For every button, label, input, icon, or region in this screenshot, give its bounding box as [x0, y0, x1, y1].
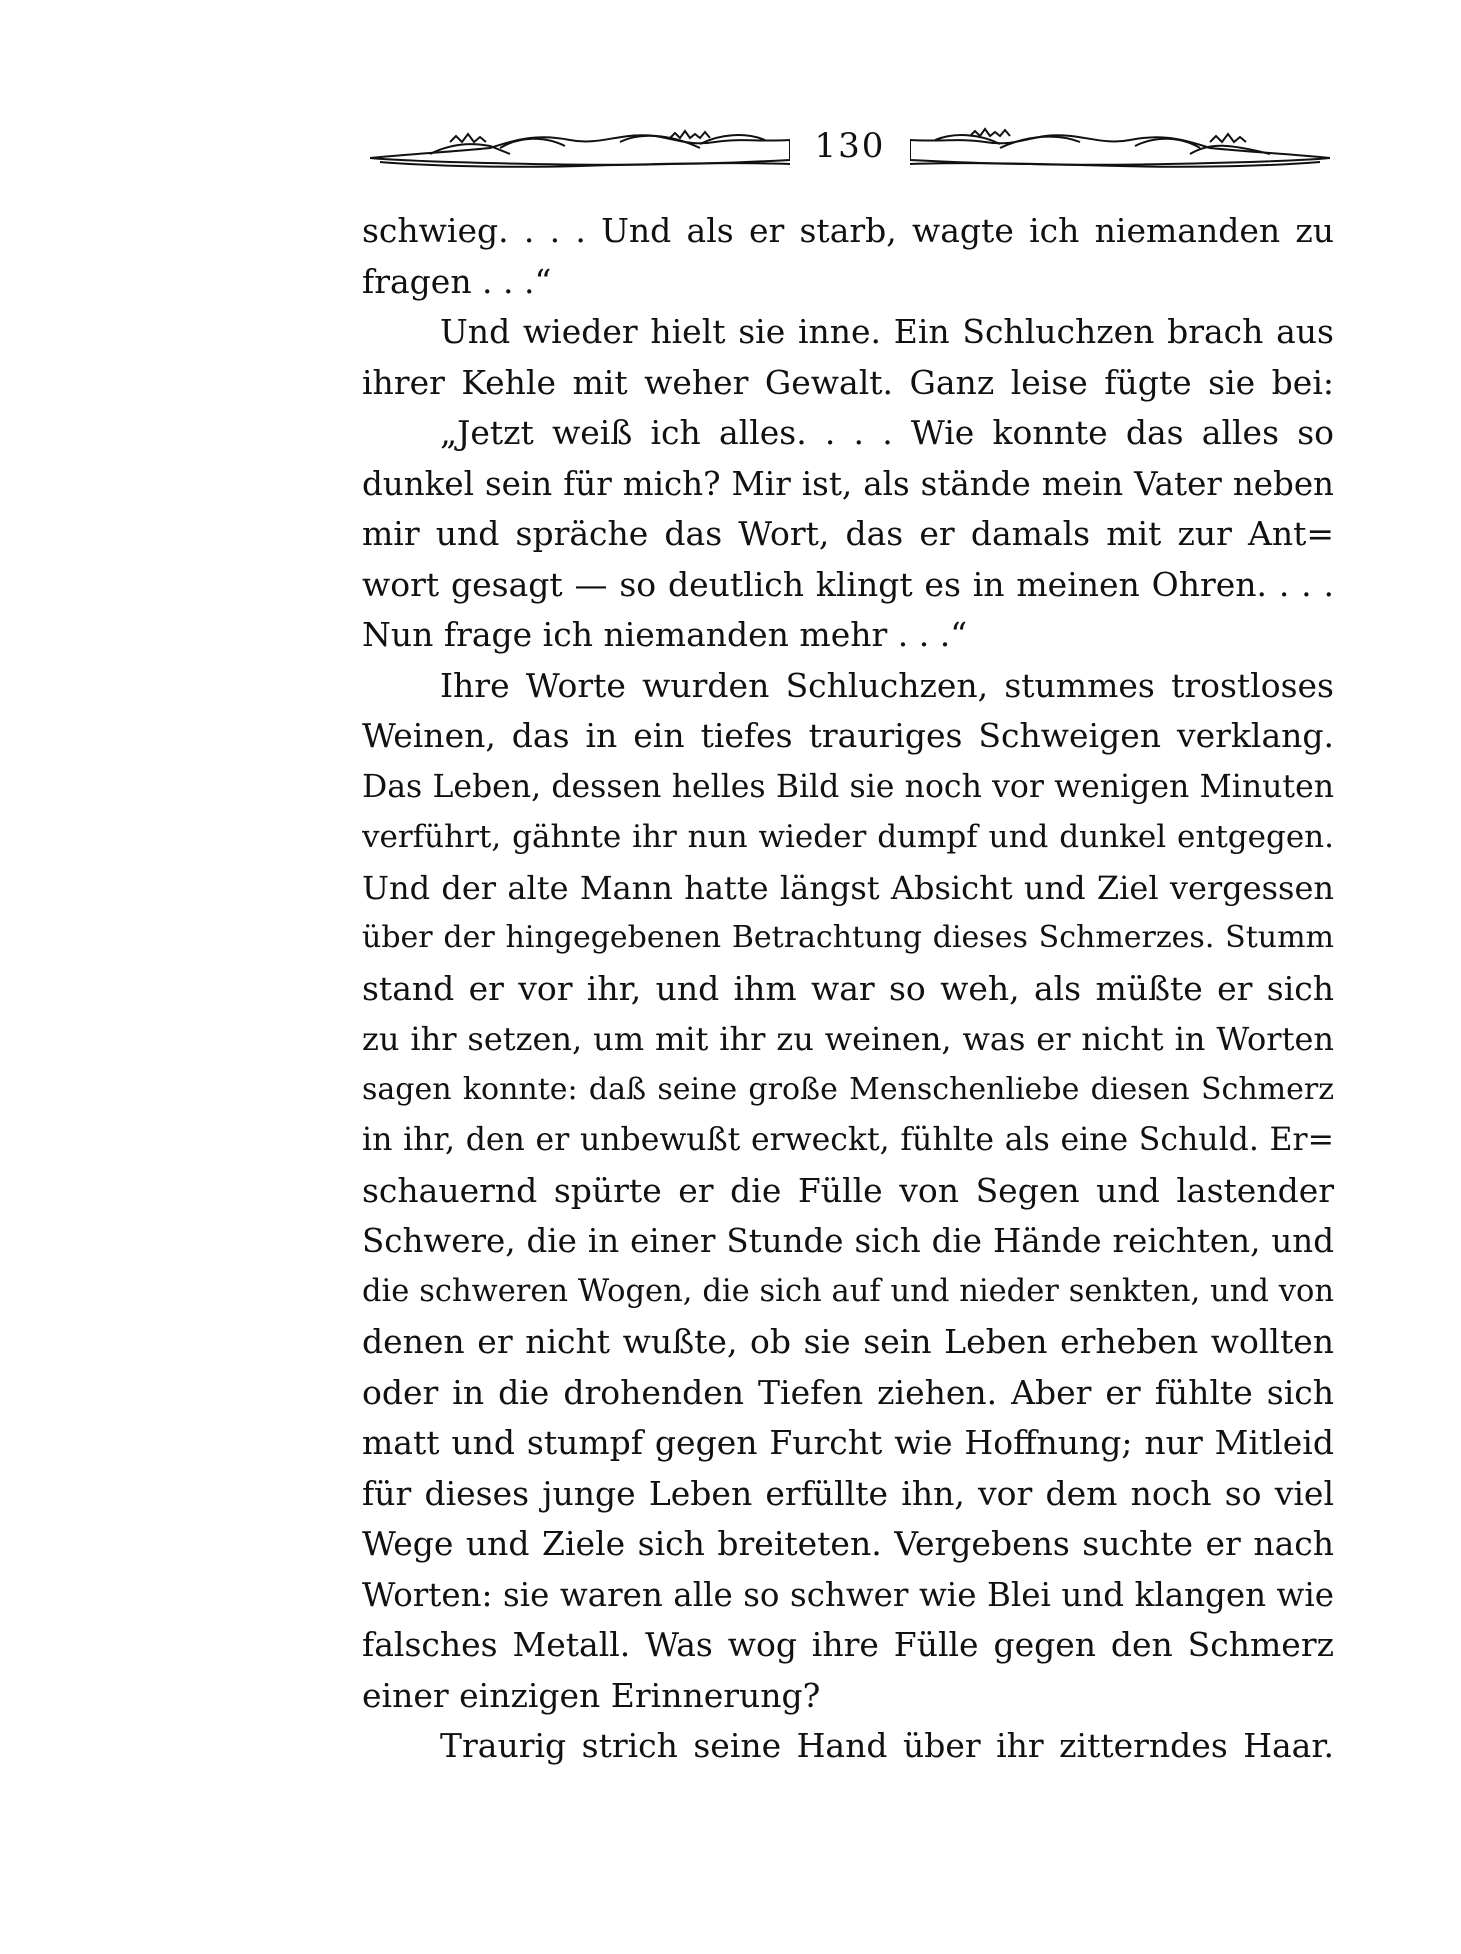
text-line: verführt, gähnte ihr nun wieder dumpf und dunkel entgegen. [362, 819, 1334, 855]
text-line: sagen konnte: daß seine große Menschenliebe diesen Schmerz [362, 1071, 1334, 1107]
text-line: über der hingegebenen Betrachtung dieses Schmerzes. Stumm [362, 920, 1334, 955]
text-line: schwieg. . . . Und als er starb, wagte ich niemanden zu [362, 211, 1334, 250]
text-line: Das Leben, dessen helles Bild sie noch vor wenigen Minuten [362, 768, 1334, 805]
text-line: fragen . . .“ [362, 261, 552, 301]
text-line: mir und spräche das Wort, das er damals mit zur Ant= [362, 514, 1334, 553]
text-line: dunkel sein für mich? Mir ist, als stände mein Vater neben [362, 464, 1334, 503]
text-line: zu ihr setzen, um mit ihr zu weinen, was er nicht in Worten [362, 1020, 1334, 1058]
text-line: matt und stumpf gegen Furcht wie Hoffnung; nur Mitleid [362, 1423, 1334, 1462]
text-line: Und der alte Mann hatte längst Absicht und Ziel vergessen [362, 868, 1334, 907]
text-line: Und wieder hielt sie inne. Ein Schluchzen brach aus [440, 312, 1334, 351]
text-line: in ihr, den er unbewußt erweckt, fühlte als eine Schuld. Er= [362, 1122, 1334, 1158]
text-line: stand er vor ihr, und ihm war so weh, als müßte er sich [362, 968, 1334, 1008]
body-text [362, 206, 1334, 1772]
text-line: die schweren Wogen, die sich auf und nieder senkten, und von [362, 1273, 1334, 1309]
text-line: Worten: sie waren alle so schwer wie Blei und klangen wie [362, 1575, 1334, 1614]
text-line: Ihre Worte wurden Schluchzen, stummes trostloses [440, 665, 1334, 705]
text-line: falsches Metall. Was wog ihre Fülle gegen den Schmerz [362, 1625, 1334, 1664]
text-line: für dieses junge Leben erfüllte ihn, vor dem noch so viel [362, 1473, 1334, 1513]
text-line: denen er nicht wußte, ob sie sein Leben erheben wollten [362, 1322, 1334, 1361]
landscape-vignette-icon [370, 124, 790, 174]
text-line: einer einzigen Erinnerung? [362, 1675, 821, 1715]
text-line: wort gesagt — so deutlich klingt es in meinen Ohren. . . . [362, 564, 1334, 604]
text-line: oder in die drohenden Tiefen ziehen. Aber er fühlte sich [362, 1372, 1334, 1412]
text-line: Schwere, die in einer Stunde sich die Hände reichten, und [362, 1222, 1334, 1260]
text-line: ihrer Kehle mit weher Gewalt. Ganz leise fügte sie bei: [362, 362, 1334, 402]
page-number: 130 [814, 126, 886, 166]
running-header [370, 118, 1330, 178]
text-line: schauernd spürte er die Fülle von Segen und lastender [362, 1170, 1334, 1210]
text-line: „Jetzt weiß ich alles. . . . Wie konnte das alles so [440, 413, 1334, 452]
landscape-vignette-icon [910, 124, 1330, 174]
text-line: Nun frage ich niemanden mehr . . .“ [362, 615, 968, 654]
text-line: Traurig strich seine Hand über ihr zitterndes Haar. [440, 1726, 1334, 1765]
text-line: Wege und Ziele sich breiteten. Vergebens suchte er nach [362, 1524, 1334, 1563]
text-line: Weinen, das in ein tiefes trauriges Schweigen verklang. [362, 716, 1334, 755]
